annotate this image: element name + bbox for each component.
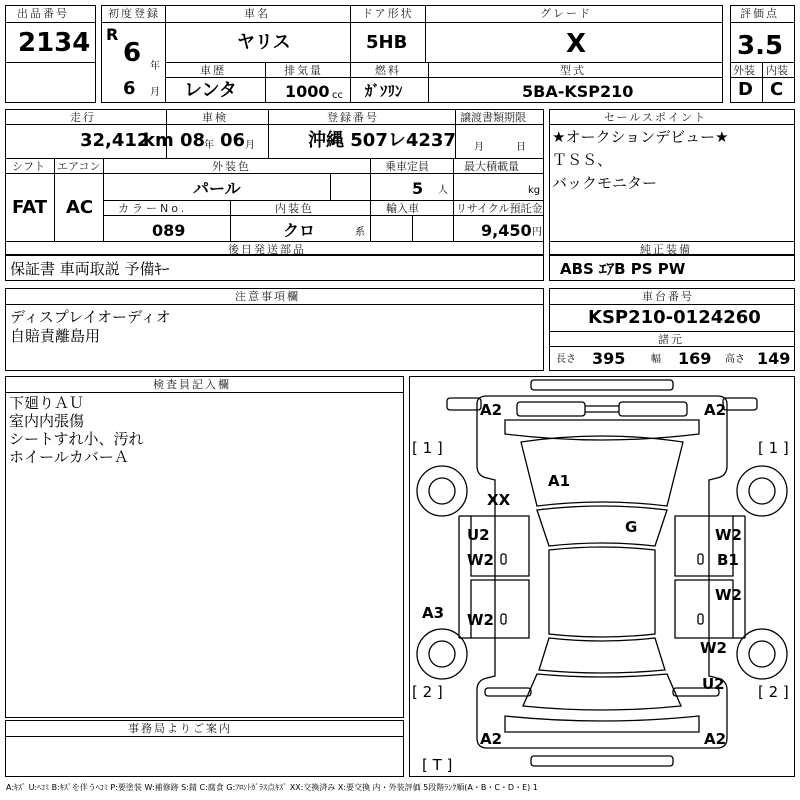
mark-tire-rr: [ 2 ] [758,683,789,701]
sales-point-line: バックモニター [552,174,658,192]
transfer-label: 譲渡書類期限 [460,111,526,124]
lot-number: 2134 [18,28,91,58]
parts-label: 後日発送部品 [228,243,306,256]
spec-label: 諸元 [658,333,684,346]
sales-point-label: セールスポイント [604,111,708,124]
recycle-unit: 円 [532,227,542,238]
parts-value: 保証書 車両取説 予備ｷｰ [10,260,170,278]
height-label: 高さ [725,354,745,365]
mark-tire-rl: [ 2 ] [412,683,443,701]
mark-door-lr: W2 [467,611,494,629]
mark-quarter-right: W2 [700,639,727,657]
score: 3.5 [737,31,784,61]
mark-door-lf-2: W2 [467,551,494,569]
length-label: 長さ [556,354,576,365]
inspector-line: 下廻りＡＵ [9,394,85,412]
inspection-year: 08 [180,130,206,151]
mark-door-rf-2: B1 [717,551,739,569]
ext-label: 外装 [733,64,755,77]
height: 149 [757,349,791,368]
name-label: 車名 [244,7,270,20]
load-label: 最大積載量 [464,160,519,173]
ac: AC [66,197,94,218]
sales-point-line: ★オークションデビュー★ [552,128,729,146]
lot-label: 出品番号 [17,7,69,20]
int-grade: C [770,79,784,100]
mark-windshield: G [625,518,638,536]
mark-door-rr: W2 [715,586,742,604]
office-label: 事務局よりご案内 [128,722,232,735]
legend: A:ｷｽﾞ U:ﾍｺﾐ B:ｷｽﾞを伴うﾍｺﾐ P:要塗装 W:補修跡 S:錆 C:腐食 G:ﾌﾛﾝﾄｶﾞﾗｽ点ｷｽﾞ XX:交換済み X:要交換 内・外装評価 5段階ﾗﾝｸ順(A・B・C・D・E) 1 [6,783,538,792]
mark-door-lf-1: U2 [467,526,490,544]
mark-front-left: A2 [480,401,503,419]
model: 5BA-KSP210 [522,82,634,101]
grade-label: グレード [540,7,592,20]
reg-month-unit: 月 [150,87,160,98]
car-diagram [409,376,795,777]
mark-front-right: A2 [704,401,727,419]
door-label: ドア形状 [362,7,414,20]
width: 169 [678,349,712,368]
car-name: ヤリス [237,32,291,53]
displacement: 1000 [285,82,330,101]
fuel-label: 燃料 [375,64,401,77]
plate: 沖縄 507レ4237 [308,130,456,151]
mark-rear-right: A2 [704,730,727,748]
load-unit: kg [528,185,541,196]
chassis-number: KSP210-0124260 [588,307,761,328]
mark-tire-fr: [ 1 ] [758,439,789,457]
transfer-day-unit: 日 [516,142,526,153]
inspection-month: 06 [220,130,246,151]
ext-grade: D [738,79,753,100]
recycle: 9,450 [481,221,532,240]
inspector-line: ホイールカバーＡ [9,448,129,466]
reg-label: 初度登録 [108,7,160,20]
inspector-line: シートすれ小、汚れ [9,430,144,448]
capacity: 5 [412,179,424,198]
displacement-label: 排気量 [284,64,323,77]
mark-sill-left: A3 [422,604,445,622]
mileage-label: 走行 [70,111,96,124]
history-label: 車歴 [200,64,226,77]
import-label: 輸入車 [386,202,419,215]
capacity-label: 乗車定員 [385,160,429,173]
fuel: ｶﾞｿﾘﾝ [365,82,403,100]
inspection-label: 車検 [202,111,228,124]
color-no-label: カラーNo. [118,202,188,215]
mark-door-rf-1: W2 [715,526,742,544]
recycle-label: リサイクル預託金 [456,202,543,215]
reg-month: 6 [123,78,136,99]
mark-trunk: [ T ] [422,756,453,774]
notes-label: 注意事項欄 [235,290,300,303]
mark-rear-left: A2 [480,730,503,748]
int-label: 内装 [766,64,788,77]
reg-year: 6 [123,38,142,68]
shift-label: シフト [12,160,45,173]
reg-year-unit: 年 [150,61,160,72]
plate-label: 登録番号 [327,111,379,124]
sales-point-line: ＴＳＳ、 [552,151,613,169]
model-label: 型式 [560,64,586,77]
interior: クロ [283,221,316,240]
shift: FAT [12,197,48,218]
width-label: 幅 [651,354,661,365]
grade: X [566,29,587,59]
options-label: 純正装備 [640,243,692,256]
inspection-year-unit: 年 [204,140,214,151]
interior-label: 内装色 [275,202,314,215]
mark-quarter-right-2: U2 [702,675,725,693]
mileage: 32,412 [80,130,150,151]
capacity-unit: 人 [438,185,448,196]
options-value: ABS ｴｱB PS PW [560,260,686,278]
notes-line: 自賠責離島用 [10,327,101,345]
inspector-label: 検査員記入欄 [153,378,231,391]
length: 395 [592,349,626,368]
mileage-unit: km [143,130,174,151]
door-type: 5HB [366,32,408,53]
color-label: 外装色 [212,160,251,173]
mark-tire-fl: [ 1 ] [412,439,443,457]
inspector-line: 室内内張傷 [9,412,85,430]
mark-hood: A1 [548,472,571,490]
score-label: 評価点 [740,7,779,20]
transfer-month-unit: 月 [474,142,484,153]
notes-line: ディスプレイオーディオ [10,308,171,326]
color-no: 089 [152,221,186,240]
inspection-month-unit: 月 [245,140,255,151]
reg-era: R [106,25,119,44]
displacement-unit: cc [332,90,343,101]
ac-label: エアコン [57,160,101,173]
chassis-label: 車台番号 [642,290,694,303]
mark-fender-left: XX [487,491,511,509]
history: レンタ [184,80,237,101]
color: パール [193,179,241,198]
interior-unit: 系 [355,227,365,238]
